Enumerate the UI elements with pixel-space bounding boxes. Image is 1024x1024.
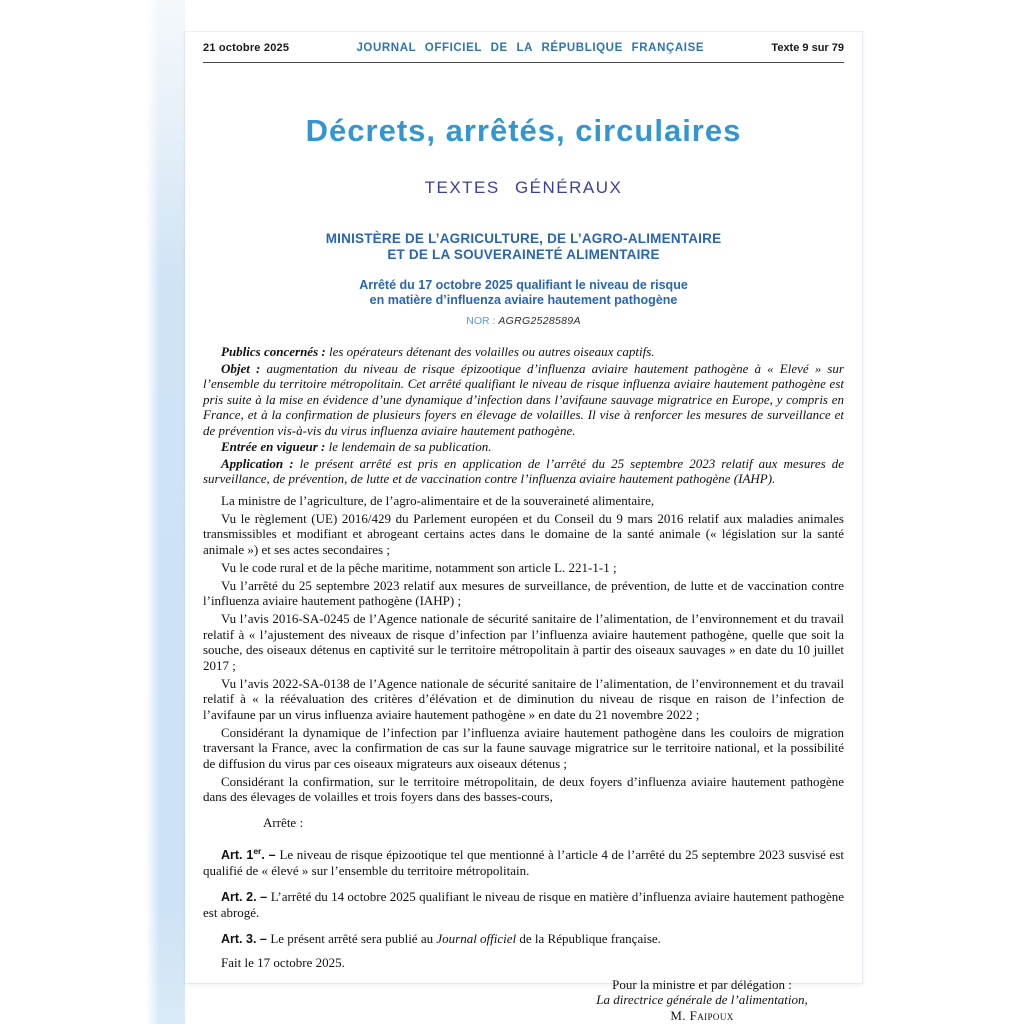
publication-date: 21 octobre 2025 [203,42,290,54]
article-3 [203,928,844,948]
article-2-num: Art. 2 [221,889,254,904]
nor-value: AGRG2528589A [498,315,581,327]
nor-label: NOR : [466,315,499,327]
article-3-dash: . – [252,931,271,946]
act-title-line-1: Arrêté du 17 octobre 2025 qualifiant le niveau de risque [359,278,688,292]
article-3-journal-officiel: Journal officiel [436,930,517,946]
article-2-label [221,890,271,904]
notice-application-text: le présent arrêté est pris en application de l’arrêté du 25 septembre 2023 relatif aux mesures de surveillance, de prévention, de lutte et de vaccination contre l’influenza aviaire hautement pathogène (IAHP). [203,455,845,486]
article-2-text: L’arrêté du 14 octobre 2025 qualifiant le niveau de risque en matière d’influenza aviaire hautement pathogène est abrogé. [203,888,845,921]
article-1 [203,844,844,879]
page-content [185,32,862,1023]
page-spine-shading [146,0,185,1024]
considerant-dynamique: Considérant la dynamique de l’infection par l’influenza aviaire hautement pathogène dans les couloirs de migration traversant la France, avec la confirmation de cas sur la faune sauvage migratrice sur le territoire national, et la possibilité de diffusion du virus par ces oiseaux migrateurs aux oiseaux détenus ; [203,724,844,771]
article-1-label [221,845,280,862]
visa-avis-2022: Vu l’avis 2022-SA-0138 de l’Agence nationale de sécurité sanitaire de l’alimentation, de l’environnement et du travail relatif à « la réévaluation des critères d’élévation et de diminution du niveau de risque en raison de l’infection de l’avifaune par un virus influenza aviaire hautement pathogène » en date du 21 novembre 2022 ; [203,675,844,722]
article-3-text-after: de la République française. [516,930,661,946]
notice-publics [203,344,844,360]
signature-delegation: Pour la ministre et par délégation : [612,976,792,992]
preamble-block [203,493,844,805]
section-subtitle: TEXTES GÉNÉRAUX [424,178,623,197]
signature-name: M. Faipoux [670,1007,734,1023]
fait-le-line: Fait le 17 octobre 2025. [221,955,345,971]
section-title: Décrets, arrêtés, circulaires [305,113,742,148]
act-title [203,278,844,308]
visa-code-rural: Vu le code rural et de la pêche maritime, notamment son article L. 221-1-1 ; [221,559,617,575]
nor-line [203,315,844,327]
arrete-label: Arrête : [263,814,304,830]
ministry-line-2: ET DE LA SOUVERAINETÉ ALIMENTAIRE [387,247,660,262]
notice-objet-label: Objet : [221,360,261,376]
journal-header [203,42,844,54]
articles-block [203,844,844,948]
ministry-line-1: MINISTÈRE DE L’AGRICULTURE, DE L’AGRO-ALIMENTAIRE [325,231,722,246]
visa-arrete-2023: Vu l’arrêté du 25 septembre 2023 relatif aux mesures de surveillance, de prévention, de lutte et de vaccination contre l’influenza aviaire hautement pathogène (IAHP) ; [203,577,844,608]
article-3-num: Art. 3 [221,931,253,946]
considerant-confirmation: Considérant la confirmation, sur le territoire métropolitain, de deux foyers d’influenza aviaire hautement pathogène dans des élevages de volailles et trois foyers dans des basses-cours, [203,773,844,804]
ministry-heading [203,231,844,263]
visa-avis-2016: Vu l’avis 2016-SA-0245 de l’Agence nationale de sécurité sanitaire de l’alimentation, de l’environnement et du travail relatif à « l’ajustement des niveaux de risque d’infection par l’influenza aviaire hautement pathogène, quelle que soit la souche, des oiseaux détenus en captivité sur le territoire métropolitain à partir des oiseaux sauvages » en date du 10 juillet 2017 ; [203,611,844,673]
article-2-dash: . – [253,889,271,904]
article-1-num: Art. 1 [221,847,254,862]
notice-entree-text: le lendemain de sa publication. [325,439,492,454]
signature-block [562,977,842,1024]
act-title-line-2: en matière d’influenza aviaire hautement pathogène [369,293,678,307]
notice-objet-text: augmentation du niveau de risque épizootique d’influenza aviaire hautement pathogène à « Elevé » sur l’ensemble du territoire métropolitain. Cet arrêté qualifiant le niveau de risque influenza aviaire hautement pathogène est pris suite à la mise en évidence d’une dynamique d’infection dans l’avifaune sauvage migratrice en Europe, y compris en France, et à la confirmation de plusieurs foyers en élevage de volailles. Il vise à renforcer les mesures de surveillance et de prévention vis-à-vis du virus influenza aviaire hautement pathogène. [203,360,844,438]
visa-reglement-ue: Vu le règlement (UE) 2016/429 du Parlement européen et du Conseil du 9 mars 2016 relatif aux maladies animales transmissibles et modifiant et abrogeant certains actes dans le domaine de la santé animale (« législation sur la santé animale ») et ses actes secondaires ; [203,510,844,557]
preamble-minister: La ministre de l’agriculture, de l’agro-alimentaire et de la souveraineté alimentaire, [221,492,655,508]
journal-title: JOURNAL OFFICIEL DE LA RÉPUBLIQUE FRANÇAISE [356,42,705,54]
document-page [185,32,862,1023]
notice-entree [203,439,844,455]
signature-function: La directrice générale de l’alimentation, [596,992,808,1008]
article-1-text: Le niveau de risque épizootique tel que mentionné à l’article 4 de l’arrêté du 25 septembre 2023 susvisé est qualifié de « élevé » sur l’ensemble du territoire métropolitain. [203,846,844,879]
notice-entree-label: Entrée en vigueur : [221,439,326,454]
texte-number: Texte 9 sur 79 [771,42,844,54]
notice-application-label: Application : [221,455,294,471]
article-3-label [221,932,270,946]
article-3-text-before: Le présent arrêté sera publié au [270,930,437,946]
article-2 [203,886,844,921]
article-1-dash: . – [261,847,280,862]
notice-publics-text: les opérateurs détenant des volailles ou autres oiseaux captifs. [325,344,655,359]
notice-objet [203,361,844,439]
notice-block [203,344,844,487]
notice-application [203,456,844,487]
notice-publics-label: Publics concernés : [221,344,326,359]
header-divider [203,62,844,63]
article-1-sup: er [253,845,262,856]
